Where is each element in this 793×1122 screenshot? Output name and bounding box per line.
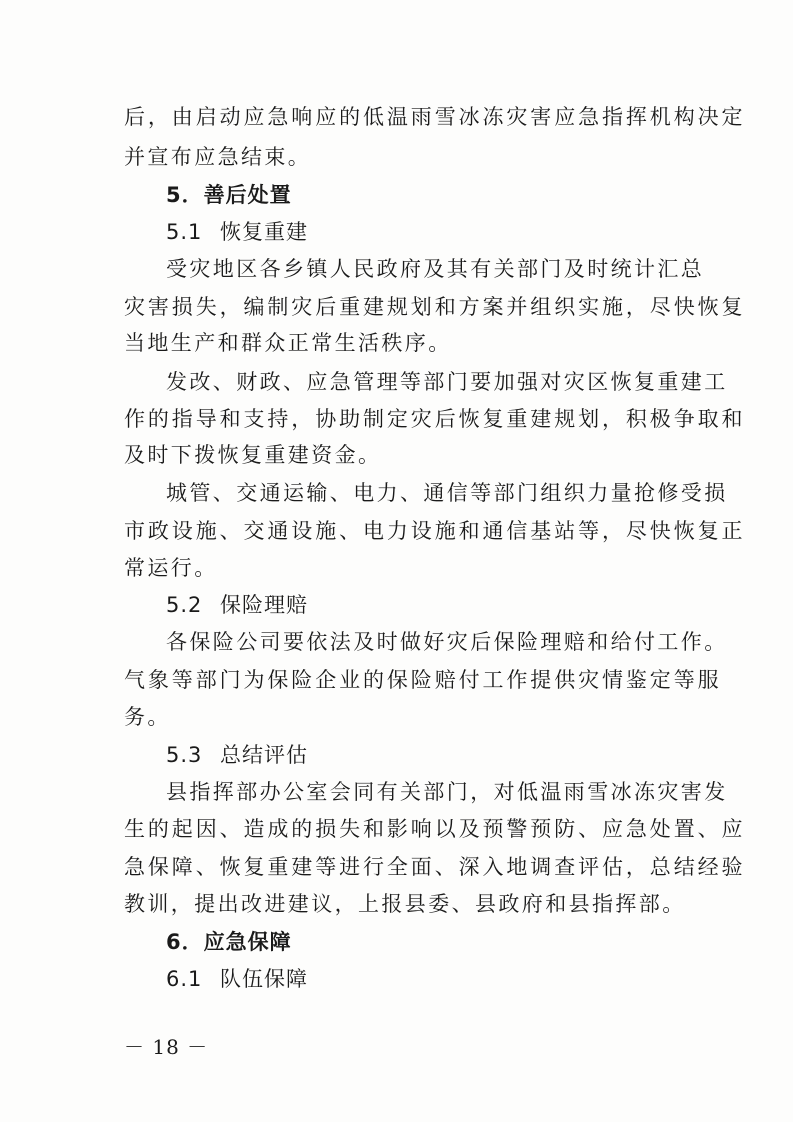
subsection-heading bbox=[166, 217, 684, 247]
subsection-number: 5.2 bbox=[166, 593, 203, 617]
subsection-heading bbox=[166, 590, 684, 620]
body-text-line: 市政设施、交通设施、电力设施和通信基站等，尽快恢复正 bbox=[124, 519, 746, 543]
subsection-title: 队伍保障 bbox=[220, 967, 308, 991]
body-text-line: 受灾地区各乡镇人民政府及其有关部门及时统计汇总 bbox=[166, 257, 705, 281]
body-text-line: 教训，提出改进建议，上报县委、县政府和县指挥部。 bbox=[124, 892, 686, 916]
subsection-number: 5.3 bbox=[166, 743, 203, 767]
body-text-line: 务。 bbox=[124, 705, 171, 729]
body-text-line: 城管、交通运输、电力、通信等部门组织力量抢修受损 bbox=[166, 481, 728, 505]
body-text-line: 发改、财政、应急管理等部门要加强对灾区恢复重建工 bbox=[166, 370, 728, 394]
subsection-title: 总结评估 bbox=[220, 743, 308, 767]
body-text-line: 及时下拨恢复重建资金。 bbox=[124, 443, 382, 467]
body-text-line: 后，由启动应急响应的低温雨雪冰冻灾害应急指挥机构决定 bbox=[124, 105, 746, 129]
subsection-heading bbox=[166, 740, 684, 770]
body-text-line: 气象等部门为保险企业的保险赔付工作提供灾情鉴定等服 bbox=[124, 668, 722, 692]
subsection-title: 保险理赔 bbox=[220, 593, 308, 617]
subsection-number: 6.1 bbox=[166, 967, 203, 991]
section-heading: 6．应急保障 bbox=[166, 930, 292, 954]
section-heading: 5．善后处置 bbox=[166, 183, 292, 207]
subsection-title: 恢复重建 bbox=[220, 220, 308, 244]
page-number: － 18 － bbox=[124, 1035, 209, 1059]
body-text-line: 常运行。 bbox=[124, 556, 218, 580]
body-text-line: 并宣布应急结束。 bbox=[124, 145, 312, 169]
body-text-line: 急保障、恢复重建等进行全面、深入地调查评估，总结经验 bbox=[124, 855, 746, 879]
body-text-line: 作的指导和支持，协助制定灾后恢复重建规划，积极争取和 bbox=[124, 407, 746, 431]
body-text-line: 当地生产和群众正常生活秩序。 bbox=[124, 331, 452, 355]
body-text-line: 县指挥部办公室会同有关部门，对低温雨雪冰冻灾害发 bbox=[166, 780, 728, 804]
subsection-heading bbox=[166, 964, 684, 994]
body-text-line: 灾害损失，编制灾后重建规划和方案并组织实施，尽快恢复 bbox=[124, 295, 746, 319]
subsection-number: 5.1 bbox=[166, 220, 203, 244]
body-text-line: 生的起因、造成的损失和影响以及预警预防、应急处置、应 bbox=[124, 817, 746, 841]
body-text-line: 各保险公司要依法及时做好灾后保险理赔和给付工作。 bbox=[166, 630, 728, 654]
